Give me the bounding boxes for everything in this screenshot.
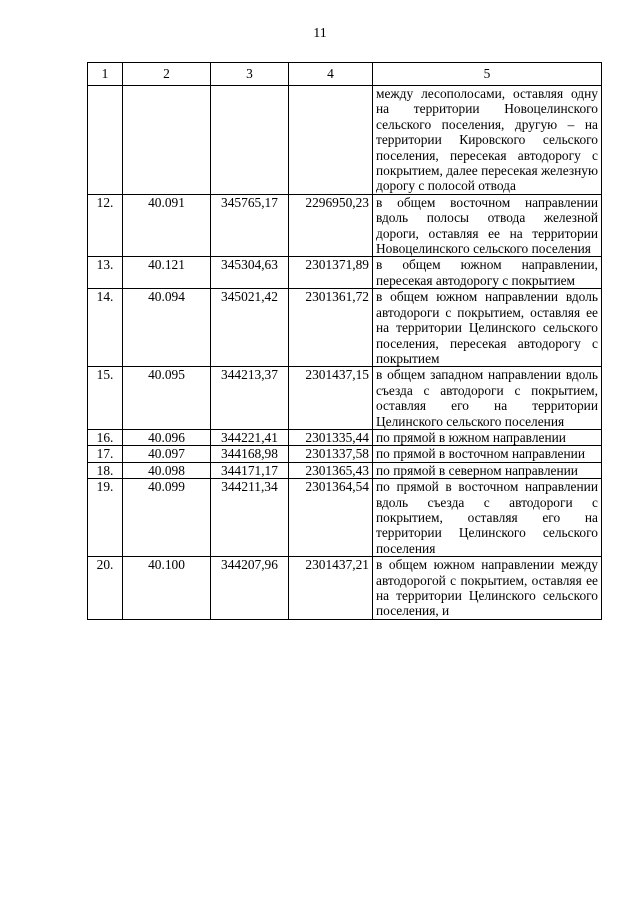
x-coordinate-cell: 344221,41 bbox=[211, 429, 289, 445]
x-coordinate-cell: 344211,34 bbox=[211, 479, 289, 557]
boundary-description-cell: по прямой в восточном направлении bbox=[373, 446, 602, 462]
y-coordinate-cell: 2301365,43 bbox=[289, 462, 373, 478]
x-coordinate-cell bbox=[211, 86, 289, 195]
point-code-cell: 40.099 bbox=[123, 479, 211, 557]
y-coordinate-cell: 2301361,72 bbox=[289, 289, 373, 367]
point-code-cell: 40.096 bbox=[123, 429, 211, 445]
column-header-3: 3 bbox=[211, 63, 289, 86]
x-coordinate-cell: 344171,17 bbox=[211, 462, 289, 478]
row-number-cell: 15. bbox=[88, 367, 123, 430]
point-code-cell: 40.091 bbox=[123, 194, 211, 257]
row-number-cell: 12. bbox=[88, 194, 123, 257]
table-row bbox=[88, 557, 602, 620]
boundary-description-cell: в общем западном направлении вдоль съезда с автодороги с покрытием, оставляя его на территории Целинского сельского поселения bbox=[373, 367, 602, 430]
header-row bbox=[88, 63, 602, 86]
table-header bbox=[88, 63, 602, 86]
y-coordinate-cell: 2301437,15 bbox=[289, 367, 373, 430]
point-code-cell: 40.100 bbox=[123, 557, 211, 620]
x-coordinate-cell: 344168,98 bbox=[211, 446, 289, 462]
table-row bbox=[88, 257, 602, 289]
table-row bbox=[88, 194, 602, 257]
column-header-4: 4 bbox=[289, 63, 373, 86]
row-number-cell: 20. bbox=[88, 557, 123, 620]
boundary-description-cell: между лесополосами, оставляя одну на территории Новоцелинского сельского поселения, другую – на территории Кировского сельского поселения, пересекая автодорогу с покрытием, далее пересекая железную дорогу с полосой отвода bbox=[373, 86, 602, 195]
point-code-cell: 40.097 bbox=[123, 446, 211, 462]
boundary-description-cell: по прямой в восточном направлении вдоль съезда с автодороги с покрытием, оставляя его на территории Целинского сельского поселения bbox=[373, 479, 602, 557]
y-coordinate-cell: 2301337,58 bbox=[289, 446, 373, 462]
table-row bbox=[88, 367, 602, 430]
table-row bbox=[88, 462, 602, 478]
point-code-cell: 40.098 bbox=[123, 462, 211, 478]
boundary-table bbox=[87, 62, 602, 620]
row-number-cell: 16. bbox=[88, 429, 123, 445]
x-coordinate-cell: 345304,63 bbox=[211, 257, 289, 289]
row-number-cell bbox=[88, 86, 123, 195]
x-coordinate-cell: 344213,37 bbox=[211, 367, 289, 430]
table-row bbox=[88, 429, 602, 445]
column-header-1: 1 bbox=[88, 63, 123, 86]
table-row bbox=[88, 446, 602, 462]
column-header-5: 5 bbox=[373, 63, 602, 86]
row-number-cell: 19. bbox=[88, 479, 123, 557]
row-number-cell: 17. bbox=[88, 446, 123, 462]
page-number: 11 bbox=[313, 26, 327, 41]
y-coordinate-cell: 2301335,44 bbox=[289, 429, 373, 445]
point-code-cell: 40.121 bbox=[123, 257, 211, 289]
row-number-cell: 14. bbox=[88, 289, 123, 367]
boundary-description-cell: в общем южном направлении вдоль автодороги с покрытием, оставляя ее на территории Целинского сельского поселения, пересекая автодорогу с покрытием bbox=[373, 289, 602, 367]
column-header-2: 2 bbox=[123, 63, 211, 86]
table-body bbox=[88, 86, 602, 620]
boundary-description-cell: в общем восточном направлении вдоль полосы отвода железной дороги, оставляя ее на территории Новоцелинского сельского поселения bbox=[373, 194, 602, 257]
y-coordinate-cell: 2301371,89 bbox=[289, 257, 373, 289]
y-coordinate-cell: 2296950,23 bbox=[289, 194, 373, 257]
table-row bbox=[88, 86, 602, 195]
y-coordinate-cell: 2301364,54 bbox=[289, 479, 373, 557]
y-coordinate-cell bbox=[289, 86, 373, 195]
boundary-description-cell: в общем южном направлении между автодорогой с покрытием, оставляя ее на территории Целинского сельского поселения, и bbox=[373, 557, 602, 620]
x-coordinate-cell: 344207,96 bbox=[211, 557, 289, 620]
row-number-cell: 13. bbox=[88, 257, 123, 289]
point-code-cell: 40.094 bbox=[123, 289, 211, 367]
x-coordinate-cell: 345765,17 bbox=[211, 194, 289, 257]
point-code-cell: 40.095 bbox=[123, 367, 211, 430]
boundary-description-cell: в общем южном направлении, пересекая автодорогу с покрытием bbox=[373, 257, 602, 289]
x-coordinate-cell: 345021,42 bbox=[211, 289, 289, 367]
boundary-description-cell: по прямой в южном направлении bbox=[373, 429, 602, 445]
y-coordinate-cell: 2301437,21 bbox=[289, 557, 373, 620]
table-row bbox=[88, 479, 602, 557]
row-number-cell: 18. bbox=[88, 462, 123, 478]
table-row bbox=[88, 289, 602, 367]
boundary-description-cell: по прямой в северном направлении bbox=[373, 462, 602, 478]
point-code-cell bbox=[123, 86, 211, 195]
